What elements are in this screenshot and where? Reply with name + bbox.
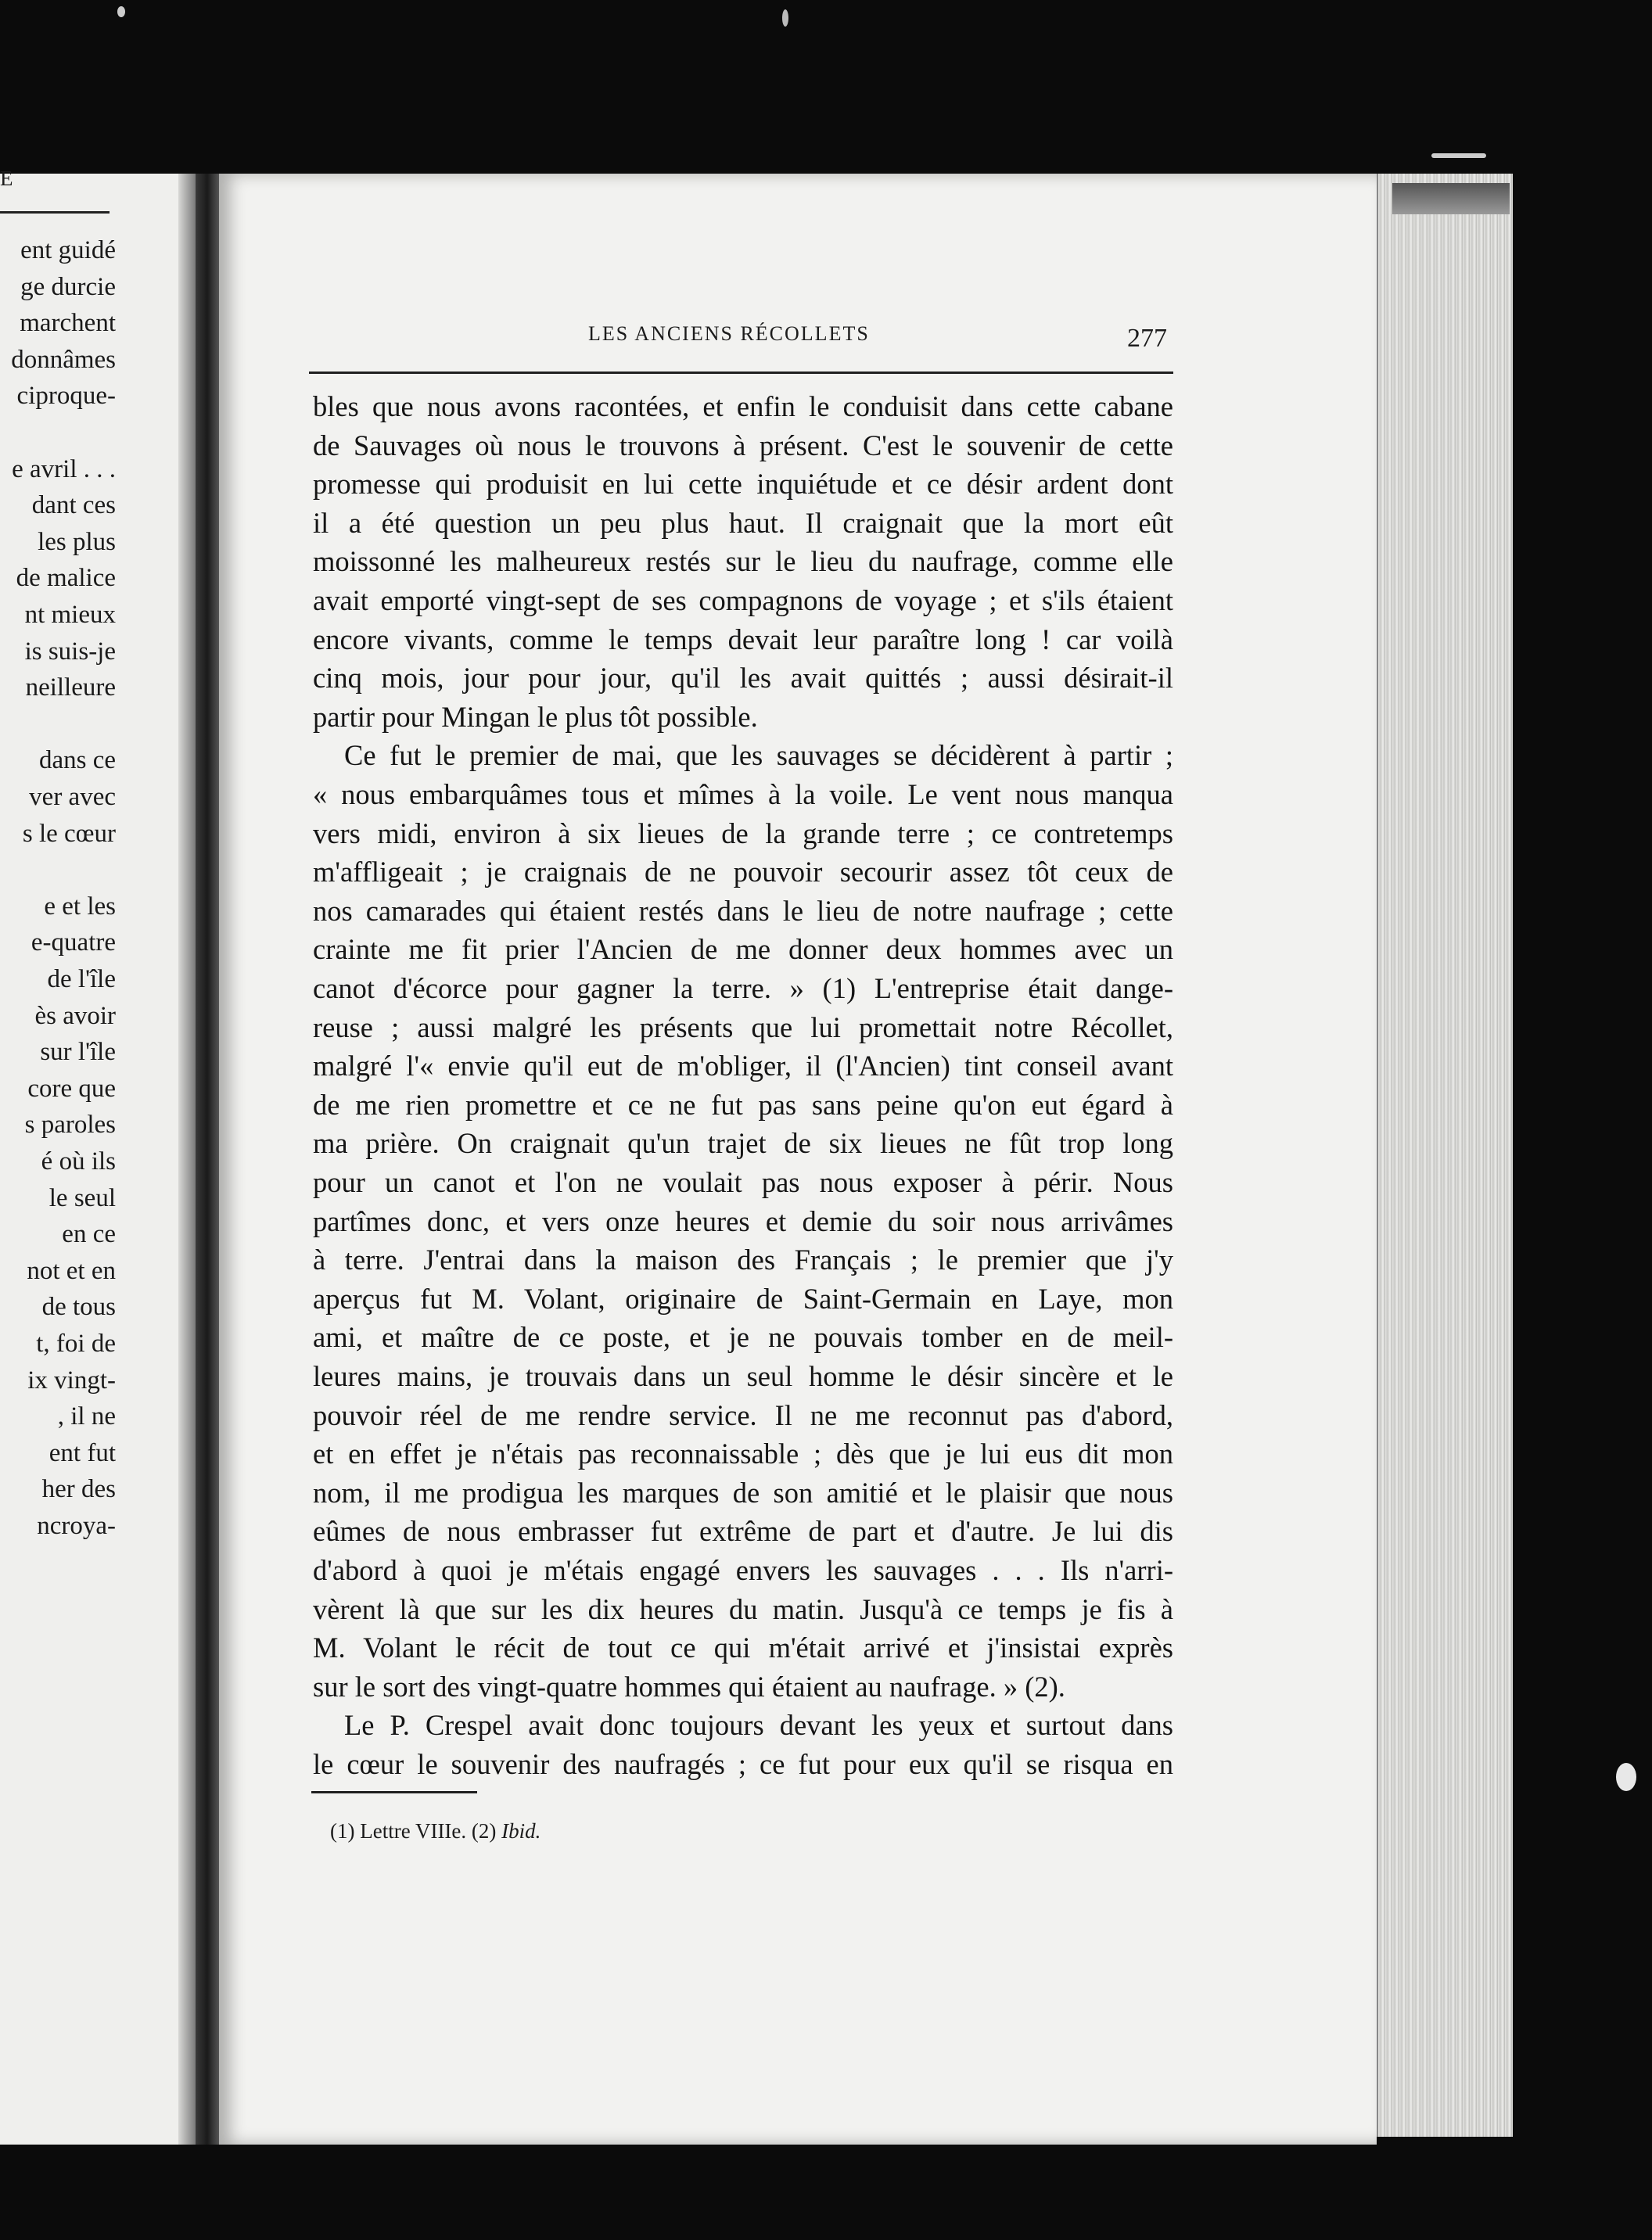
text-line: ami, et maître de ce poste, et je ne pouvais tomber en de meil- xyxy=(313,1321,1173,1354)
left-page-line: core que xyxy=(27,1074,116,1103)
left-page-line: ncroya- xyxy=(37,1512,116,1540)
left-page-line: les plus xyxy=(38,527,116,556)
left-page-line: s paroles xyxy=(24,1111,116,1140)
book-gutter xyxy=(196,174,219,2145)
left-page-line: marchent xyxy=(20,309,116,338)
text-line: nom, il me prodigua les marques de son amitié et le plaisir que nous xyxy=(313,1476,1173,1509)
left-page-line: dant ces xyxy=(31,491,116,520)
left-page-line: en ce xyxy=(62,1220,116,1249)
text-line: de Sauvages où nous le trouvons à présent. C'est le souvenir de cette xyxy=(313,429,1173,461)
text-line: Le P. Crespel avait donc toujours devant les yeux et surtout dans xyxy=(344,1709,1173,1742)
header-rule xyxy=(309,372,1173,374)
text-line: malgré l'« envie qu'il eut de m'obliger, il (l'Ancien) tint conseil avant xyxy=(313,1050,1173,1082)
left-page-line: ent fut xyxy=(48,1438,116,1467)
left-page-line: s le cœur xyxy=(22,819,116,848)
text-line: canot d'écorce pour gagner la terre. » (1) L'entreprise était dange- xyxy=(313,972,1173,1004)
left-page-line: nt mieux xyxy=(24,601,116,629)
left-page-line: ciproque- xyxy=(16,382,116,411)
left-page-line: ge durcie xyxy=(20,272,116,301)
left-page-line: ès avoir xyxy=(34,1001,116,1030)
text-line: pouvoir réel de me rendre service. Il ne me reconnut pas d'abord, xyxy=(313,1398,1173,1431)
text-line: leures mains, je trouvais dans un seul homme le désir sincère et le xyxy=(313,1360,1173,1392)
text-line: avait emporté vingt-sept de ses compagnons de voyage ; et s'ils étaient xyxy=(313,584,1173,616)
text-line: à terre. J'entrai dans la maison des Français ; le premier que j'y xyxy=(313,1244,1173,1276)
text-line: aperçus fut M. Volant, originaire de Saint-Germain en Laye, mon xyxy=(313,1282,1173,1315)
text-line: vers midi, environ à six lieues de la grande terre ; ce contretemps xyxy=(313,817,1173,849)
text-line: reuse ; aussi malgré les présents que lui promettait notre Récollet, xyxy=(313,1011,1173,1043)
left-page-line: e-quatre xyxy=(31,928,116,957)
text-line: vèrent là que sur les dix heures du matin. Jusqu'à ce temps je fis à xyxy=(313,1592,1173,1625)
text-line: eûmes de nous embrasser fut extrême de part et d'autre. Je lui dis xyxy=(313,1515,1173,1548)
text-line: cinq mois, jour pour jour, qu'il les avait quittés ; aussi désirait-il xyxy=(313,662,1173,695)
book-fore-edge-top xyxy=(1392,183,1510,214)
text-line: nos camarades qui étaient restés dans le lieu de notre naufrage ; cette xyxy=(313,894,1173,927)
text-line: m'affligeait ; je craignais de ne pouvoir secourir assez tôt ceux de xyxy=(313,856,1173,888)
left-page-shadow xyxy=(178,174,196,2145)
text-line: ma prière. On craignait qu'un trajet de six lieues ne fût trop long xyxy=(313,1127,1173,1160)
text-line: d'abord à quoi je m'étais engagé envers les sauvages . . . Ils n'arri- xyxy=(313,1554,1173,1586)
left-page-line: sur l'île xyxy=(40,1038,116,1067)
dust-speck xyxy=(117,6,125,17)
left-page-header-fragment: E xyxy=(0,167,14,190)
left-page-line: e avril . . . xyxy=(12,454,116,483)
left-page-line: e et les xyxy=(44,892,116,921)
left-page-line: not et en xyxy=(27,1256,116,1285)
left-page-line: t, foi de xyxy=(36,1330,116,1358)
text-line: M. Volant le récit de tout ce qui m'était arrivé et j'insistai exprès xyxy=(313,1632,1173,1664)
left-page-line: de l'île xyxy=(47,965,116,993)
left-page-line: é où ils xyxy=(41,1147,116,1176)
left-page-line: de tous xyxy=(41,1293,116,1322)
text-line: Ce fut le premier de mai, que les sauvages se décidèrent à partir ; xyxy=(344,739,1173,772)
text-line: « nous embarquâmes tous et mîmes à la voile. Le vent nous manqua xyxy=(313,778,1173,810)
running-header: LES ANCIENS RÉCOLLETS xyxy=(588,322,870,345)
left-page-header-rule xyxy=(0,211,110,214)
text-line: bles que nous avons racontées, et enfin le conduisit dans cette cabane xyxy=(313,390,1173,422)
text-line: le cœur le souvenir des naufragés ; ce fut pour eux qu'il se risqua en xyxy=(313,1748,1173,1780)
text-line: pour un canot et l'on ne voulait pas nous exposer à périr. Nous xyxy=(313,1166,1173,1198)
dust-speck xyxy=(1431,153,1486,158)
left-page-line: is suis-je xyxy=(24,637,116,666)
dust-speck xyxy=(782,9,788,27)
left-page-line: de malice xyxy=(16,564,116,593)
left-page-line: ent guidé xyxy=(20,236,116,264)
left-page-line: le seul xyxy=(48,1183,116,1212)
text-line: moissonné les malheureux restés sur le lieu du naufrage, comme elle xyxy=(313,545,1173,578)
book-fore-edge xyxy=(1377,174,1513,2137)
text-line: crainte me fit prier l'Ancien de me donner deux hommes avec un xyxy=(313,933,1173,966)
left-page-line: her des xyxy=(41,1475,116,1504)
text-line: et en effet je n'étais pas reconnaissable ; dès que je lui eus dit mon xyxy=(313,1438,1173,1470)
left-page-line: ix vingt- xyxy=(27,1366,116,1395)
text-line: de me rien promettre et ce ne fut pas sans peine qu'on eut égard à xyxy=(313,1088,1173,1121)
left-page-line: donnâmes xyxy=(11,345,116,374)
text-line: il a été question un peu plus haut. Il craignait que la mort eût xyxy=(313,506,1173,539)
left-page-line: ver avec xyxy=(29,783,116,811)
left-page-line: , il ne xyxy=(57,1402,116,1431)
footnote xyxy=(330,1819,540,1843)
dust-speck xyxy=(1616,1763,1636,1791)
left-page-line: dans ce xyxy=(38,746,116,775)
footnote-rule xyxy=(311,1791,477,1793)
text-line: partîmes donc, et vers onze heures et demie du soir nous arrivâmes xyxy=(313,1204,1173,1237)
page-number: 277 xyxy=(1127,324,1167,353)
text-line: partir pour Mingan le plus tôt possible. xyxy=(313,700,758,733)
footnote-text: (1) Lettre VIIIe. (2) xyxy=(330,1819,502,1843)
text-line: promesse qui produisit en lui cette inquiétude et ce désir ardent dont xyxy=(313,468,1173,501)
left-page-line: neilleure xyxy=(25,673,116,702)
text-line: encore vivants, comme le temps devait leur paraître long ! car voilà xyxy=(313,623,1173,655)
text-line: sur le sort des vingt-quatre hommes qui étaient au naufrage. » (2). xyxy=(313,1670,1065,1703)
footnote-ibid: Ibid. xyxy=(501,1819,541,1843)
